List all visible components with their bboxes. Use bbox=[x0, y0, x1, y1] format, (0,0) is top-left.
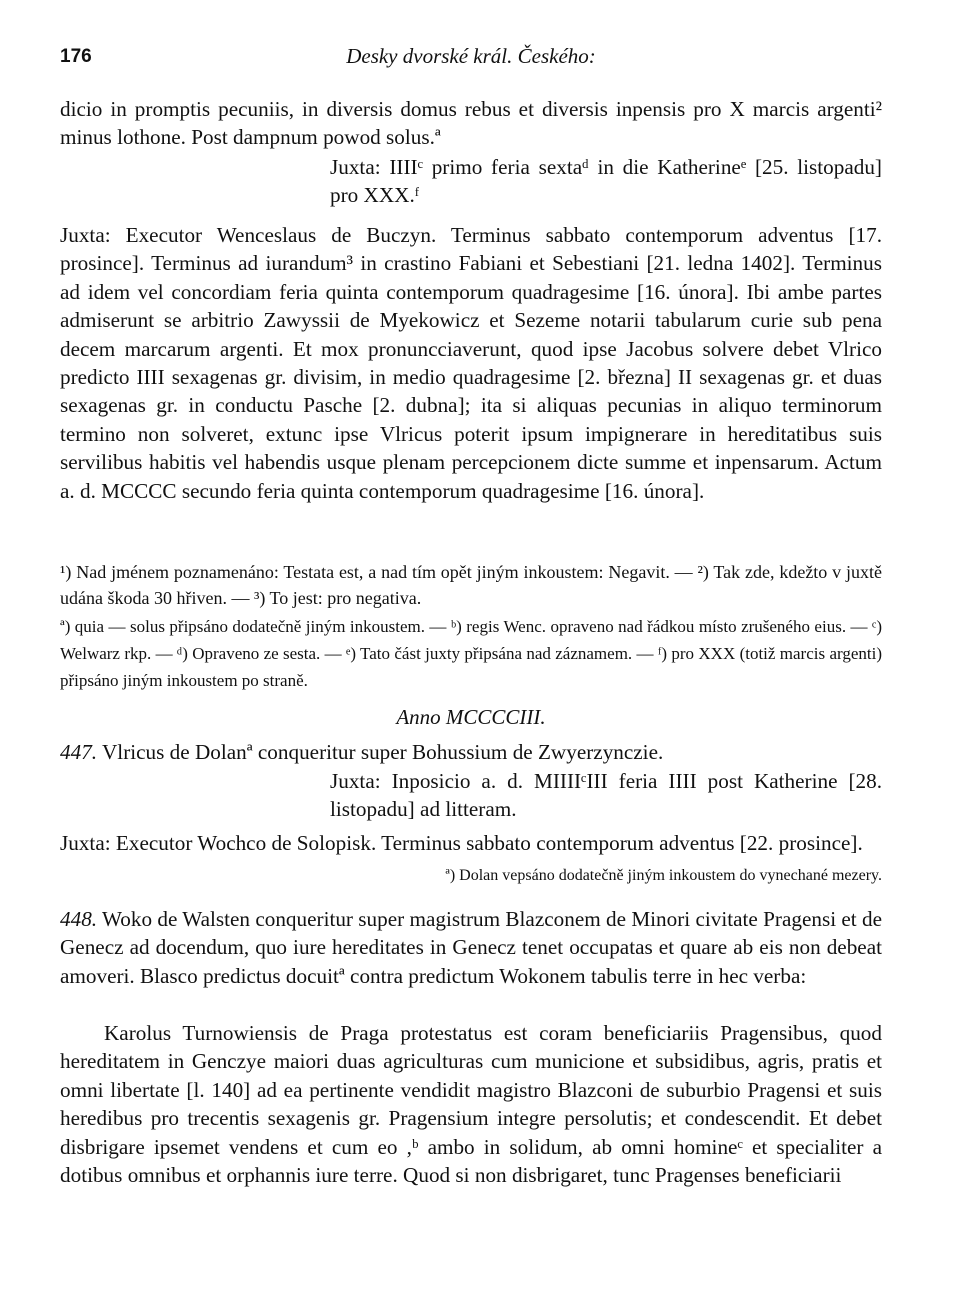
entry-448 bbox=[60, 905, 882, 990]
year-heading: Anno MCCCCIII. bbox=[396, 705, 546, 729]
paragraph-text: dicio in promptis pecuniis, in diversis domus rebus et diversis inpensis pro X marcis argenti² minus lothone. Post dampnum powod solus.ª bbox=[60, 97, 882, 150]
footnote-letters-text: ª) quia — solus připsáno dodatečně jiným inkoustem. — ᵇ) regis Wenc. opraveno nad řádkou místo zrušeného eius. — ᶜ) Welwarz rkp. — ᵈ) Opraveno ze sesta. — ᵉ) Tato část juxty připsána nad záznamem. — ᶠ) pro XXX (totiž marcis argenti) připsáno jiným inkoustem po straně. bbox=[60, 617, 882, 690]
page-number: 176 bbox=[60, 46, 92, 67]
running-header bbox=[60, 44, 882, 78]
footnote-text: ¹) Nad jménem poznamenáno: Testata est, a nad tím opět jiným inkoustem: Negavit. — ²) Tak zde, kdežto v juxtě udána škoda 30 hřiven. — ³) To jest: pro negativa. bbox=[60, 562, 882, 608]
juxta-text: Juxta: Inposicio a. d. MIIIIᶜIII feria IIII post Katherine [28. listopadu] ad litteram. bbox=[330, 769, 882, 822]
executor-text: Juxta: Executor Wochco de Solopisk. Terminus sabbato contemporum adventus [22. prosince]. bbox=[60, 831, 863, 855]
footnote-text: ª) Dolan vepsáno dodatečně jiným inkoustem do vynechané mezery. bbox=[445, 867, 882, 884]
entry-447-juxta bbox=[60, 767, 882, 824]
entry-text: Vlricus de Dolanª conqueritur super Bohussium de Zwyerzynczie. bbox=[102, 740, 664, 764]
executor-text: Juxta: Executor Wenceslaus de Buczyn. Terminus sabbato contemporum adventus [17. prosince]. Terminus ad iurandum³ in crastino Fabiani et Sebestiani [21. ledna 1402]. Terminus ad idem vel concordiam feria quinta contemporum quadragesime [16. února]. Ibi ambe partes admiserunt se arbitrio Zawyssii de Myekowicz et Sezeme notarii tabularum curie sub pena decem marcarum argenti. Et mox pronuncciaverunt, quod ipse Jacobus solvere debet Vlrico predicto IIII sexagenas gr. divisim, in medio quadragesime [2. března] II sexagenas gr. et duas sexagenas gr. in conductu Pasche [2. dubna]; ita si aliquas pecunias in aliquo terminorum termino non solveret, extunc ipse Vlricus poterit ipsum impignerare in hereditatibus suis servilibus habitis vel habendis usque plenam percepcionem dicte summe et inpensarum. Actum a. d. MCCCC secundo feria quinta contemporum quadragesime [16. února]. bbox=[60, 223, 882, 503]
juxta-text: Juxta: IIIIᶜ primo feria sextaᵈ in die Katherineᵉ [25. listopadu] pro XXX.ᶠ bbox=[330, 155, 882, 208]
executor-paragraph bbox=[60, 221, 882, 505]
entry-448-charter bbox=[60, 1019, 882, 1189]
entry-number: 448. bbox=[60, 907, 98, 931]
entry-447-executor bbox=[60, 829, 882, 857]
running-title: Desky dvorské král. Českého: bbox=[346, 44, 596, 68]
entry-447-footnote bbox=[60, 863, 882, 889]
paragraph-continuation bbox=[60, 95, 882, 152]
charter-text: Karolus Turnowiensis de Praga protestatus est coram beneficiariis Pragensibus, quod hereditatem in Genczye maiori duas agriculturas cum municione et subsidibus, agris, pratis et omni libertate [l. 140] ad ea pertinente vendidit magistro Blazconi de suburbio Pragensi et suis heredibus pro trecentis sexagenis gr. Pragensium integre persolutis; et condescendit. Et debet disbrigare ipsemet vendens et cum eo ,ᵇ ambo in solidum, ab omni homineᶜ et specialiter a dotibus omnibus et orphannis iure terre. Quod si non disbrigaret, tunc Pragenses beneficiarii bbox=[60, 1021, 882, 1188]
entry-number: 447. bbox=[60, 740, 98, 764]
footnotes-numbered bbox=[60, 559, 882, 611]
footnotes-lettered bbox=[60, 613, 882, 694]
juxta-note bbox=[60, 153, 882, 210]
entry-447 bbox=[60, 738, 882, 766]
entry-text: Woko de Walsten conqueritur super magistrum Blazconem de Minori civitate Pragensi et de Genecz ad docendum, quo iure hereditates in Genecz tenet occupatas et quare ab eis non debeat amoveri. Blasco predictus docuitª contra predictum Wokonem tabulis terre in hec verba: bbox=[60, 907, 882, 988]
